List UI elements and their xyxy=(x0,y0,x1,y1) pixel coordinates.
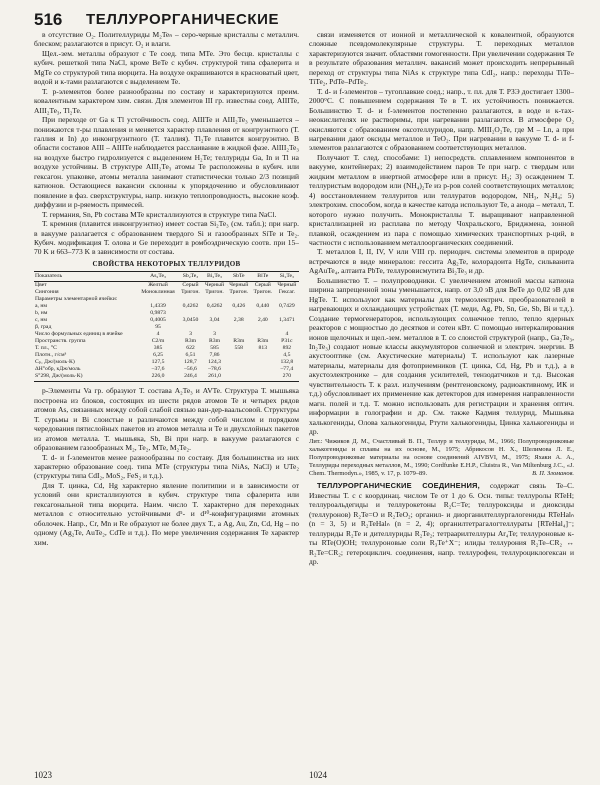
table-cell: 4 xyxy=(285,331,289,338)
table-cell: 7,86 xyxy=(209,352,220,359)
table-cell: R3m xyxy=(233,338,245,345)
table-header-cell: Sb₂Te₃ xyxy=(179,272,203,282)
article-entry xyxy=(309,481,574,566)
paragraph: Т. германия, Sn, Pb состава MTe кристаллизуются в структуре типа NaCl. xyxy=(42,209,277,219)
table-cell: c, нм xyxy=(35,317,48,324)
table-header-cell: SbTe xyxy=(227,272,251,282)
table-cell: 1,4339 xyxy=(150,303,166,310)
table-cell: 124,3 xyxy=(208,359,221,366)
footer-page-right: 1024 xyxy=(309,770,327,780)
table-cell xyxy=(227,352,251,359)
table-header-row xyxy=(34,272,299,282)
paragraph: Т. d- и f-элементов менее разнообразны по составу. Для большинства из них характерно образование соед. типа MTe (структуры типа NiAs, NaCl) и UTe₂ (структуры типа CdI₂, MoS₂, FeS₂ и т.д.). xyxy=(34,452,299,481)
paragraph: Большинство Т. – полупроводники. С увеличением атомной массы катиона ширина запрещенной зоны уменьшается, напр. от 3,0 эВ для BeTe до 0,02 эВ для HgTe. Т. используют как материалы для термоэлектрич. преобразователей в нагревающих и охлаждающих устройствах (Т. меди, Ag, Pb, Sn, Ge, Sb, Bi и т.д.). Создание термогенераторов, использующих солнечное тепло, тепло ядерных реакторов с мощностью до десятков и сотен кВт. С помощью интеркалирования ионов щелочных и щел.-зем. металлов в Т. со слоистой структурой (напр., Ga₂Te₃, In₂Te₃) создают новые классы аккумуляторов солнечной и электрич. энергии. В акустооптике (см. Акустические материалы) Т. используют как лазерные материалы, материалы для фотоприемников (Т. цинка, Cd, Hg, Pb и т.д.), а в акустоэлектронике – для создания усилителей, тензодатчиков и т.д. Высокая чувствительность Т. к разл. излучениям (рентгеновскому, радиоактивному, ИК и т.д.) обусловливает их применение как детекторов для измерения направленности магн. полей и т.д. Т. можно использовать для регистрации и хранения оптич. информации в голографии и др. См. также Кадмия теллурид, Мышьяка халькогениды, Олова халькогениды, Ртути халькогениды, Цинка халькогениды и др. xyxy=(309,275,574,437)
paragraph: Т. кремния (плавится инконгруэнтно) имеет состав Si₂Te₃ (см. табл.); при нагр. в вакууме разлагается с образованием твердого Si и газообразных SiTe и Te₂. Кубич. модификация Т. олова и Ge переходит в ромбоэдрическую соотв. при 15–70 K и 663–773 K в зависимости от состава. xyxy=(34,219,299,257)
table-row xyxy=(34,303,299,310)
literature-block xyxy=(309,438,574,478)
table-cell: R3m xyxy=(184,338,197,345)
table-cell: 127,5 xyxy=(151,359,165,366)
article-title: ТЕЛЛУРОРГАНИЧЕСКИЕ СОЕДИНЕНИЯ, xyxy=(317,481,480,491)
literature-author: В. П. Зломанов. xyxy=(532,470,574,478)
table-cell: 226,0 xyxy=(138,373,179,382)
paragraph: р-Элементы Va гр. образуют Т. состава A₂Te₃ и AVTe. Структура Т. мышьяка построена из блоков, состоящих из шести рядов атомов Te и четырех рядов атомов As, связанных между собой слабой связью ван-дер-ваальсовой. Структуры Т. сурьмы и Bi слоистые и различаются между собой числом и порядком чередования пятислойных пакетов из атомов металла и Te и двухслойных пакетов из атомов металла. Т. мышьяка, Sb, Bi при нагр. в вакууме разлагаются с образованием газообразных M₂, Te₂, MTe, M₂Te₂. xyxy=(34,386,299,453)
table-cell: S°298, Дж/(моль·К) xyxy=(34,373,138,382)
table-body xyxy=(34,282,299,382)
table-cell xyxy=(227,296,251,303)
table-cell: 0,4005 xyxy=(150,317,166,324)
table-cell xyxy=(227,310,251,317)
table-cell xyxy=(251,359,275,366)
table-cell: 558 xyxy=(234,345,244,352)
table-cell xyxy=(227,359,251,366)
footer-page-left: 1023 xyxy=(34,770,52,780)
paragraph: Т. р-элементов более разнообразны по составу и характеризуются преим. ковалентным характером хим. связи. Для элементов III гр. известны соед. AIIITe, AIII₂Te₃, Tl₂Te. xyxy=(34,86,299,115)
table-cell xyxy=(227,324,251,331)
table-cell: 3 xyxy=(213,331,216,338)
table-cell: 6,51 xyxy=(185,352,196,359)
table-cell: 0,7429 xyxy=(279,303,295,310)
paragraph: Для Т. цинка, Cd, Hg характерно явление политипии и в зависимости от условий они кристаллизуются в кубич. структуре типа сфалерита или гексагональной типа вюрцита. Наим. число Т. характерно для переходных металлов с относительно устойчивыми d⁵- и d¹⁰-конфигурациями атомных оболочек. Напр., Cr, Mn и Re образуют не более двух Т., а Ag, Au, Zn, Cd, Hg – по одному (Ag₂Te, AuTe₂, CdTe и т.д.). По мере увеличения содержания Te характер хим. xyxy=(34,480,299,547)
table-cell: 0,426 xyxy=(232,303,246,310)
table-cell: 892 xyxy=(282,345,292,352)
table-cell xyxy=(275,324,299,331)
paragraph: Получают Т. след. способами: 1) непосредств. сплавлением компонентов в вакууме, контейнерах; 2) взаимодействием паров Te при нагр. с твердым или жидким металлом в инертной атмосфере или в присут. H₂; 3) осаждением Т. теллуристым водородом или (NH₄)₂Te из р-ров солей соответствующих металлов; 4) восстановлением теллуритов или теллуратов водородом, NH₃, N₂H₄; 5) электрохим. способом, когда в качестве катода используют Te, а анода – металл, Т. которого нужно получить. Монокристаллы Т. выращивают направленной кристаллизацией из расплава по методу Чохральского, Бриджмена, зонной плавкой, осаждением из пара с помощью химических транспортных р-ций, в частности с использованием металлоорганических соединений. xyxy=(309,152,574,247)
table-cell: Цвет xyxy=(35,282,47,289)
table-cell xyxy=(202,310,226,317)
table-cell: Тригон. xyxy=(253,289,273,296)
table-cell: 813 xyxy=(258,345,268,352)
table-cell: Тригон. xyxy=(181,289,200,296)
table-cell: 585 xyxy=(210,345,219,352)
table-cell: –77,4 xyxy=(280,366,294,373)
paragraph: связи изменяется от ионной и металлической к ковалентной, образуются сложные псевдомолекулярные структуры. Т. переходных металлов характеризуются значит. областями гомогенности. При увеличении содержания Te в результате образования металлич. вакансий может происходить непрерывный переход от структуры типа NiAs к структуре типа CdI₂, напр.: переходы TiTe–TiTe₂, PdTe–PdTe₂. xyxy=(309,30,574,87)
table-cell xyxy=(275,296,299,303)
table-cell: Число формульных единиц в ячейке xyxy=(35,331,123,338)
table-row xyxy=(34,331,299,338)
table-cell: 6,25 xyxy=(153,352,164,359)
table-cell: 385 xyxy=(153,345,163,352)
table-cell xyxy=(179,324,203,331)
table-cell: 1,3471 xyxy=(279,317,295,324)
table-cell: Параметры элементарной ячейки: xyxy=(35,296,118,303)
table-cell: 3 xyxy=(189,331,192,338)
table-cell: 246,4 xyxy=(179,373,203,382)
table-cell xyxy=(275,310,299,317)
table-cell: 0,4262 xyxy=(182,303,199,310)
table-cell: R3m xyxy=(257,338,269,345)
table-cell xyxy=(227,366,251,373)
page-number: 516 xyxy=(34,10,63,29)
table-row xyxy=(34,317,299,324)
table-cell: a, нм xyxy=(35,303,48,310)
table-cell: Серый xyxy=(182,282,199,289)
table-cell: Гексаг. xyxy=(278,289,295,296)
table-cell: 622 xyxy=(186,345,195,352)
table-cell: P31c xyxy=(281,338,293,345)
table-cell: Сингония xyxy=(35,289,59,296)
table-header-cell: BiTe xyxy=(251,272,275,282)
table-header-cell: Показатель xyxy=(34,272,138,282)
table-cell xyxy=(251,324,275,331)
table-cell: 2,38 xyxy=(233,317,244,324)
table-cell: 0,9873 xyxy=(150,310,166,317)
table-cell: Тригон. xyxy=(205,289,224,296)
table-cell: 3,0450 xyxy=(182,317,199,324)
table-cell: 4,5 xyxy=(283,352,291,359)
table-cell xyxy=(179,296,203,303)
table-cell: R3m xyxy=(208,338,221,345)
table-cell xyxy=(251,296,275,303)
table-cell xyxy=(179,310,203,317)
table-cell: Т. пл., °C xyxy=(35,345,57,352)
table-cell: b, нм xyxy=(35,310,48,317)
table-cell: Серый xyxy=(254,282,271,289)
table-cell: 261,0 xyxy=(202,373,226,382)
table-header-cell: As₂Te₃ xyxy=(138,272,179,282)
table-cell: 0,4262 xyxy=(206,303,223,310)
table-cell: 4 xyxy=(156,331,160,338)
paragraph: Т. металлов I, II, IV, V или VIII гр. периодич. системы элементов в природе встречаются в виде минералов: гессита Ag₂Te, колорадоита HgTe, сильванита AgAuTe₄, алтаита PbTe, теллуровисмутита Bi₂Te₃ и др. xyxy=(309,247,574,276)
table-cell: Черный xyxy=(277,282,297,289)
table-header-cell: Bi₂Te₃ xyxy=(202,272,226,282)
table-cell: 3,04 xyxy=(209,317,220,324)
literature-text: Лит.: Чижиков Д. М., Счастливый В. П., Теллур и теллуриды, М., 1966; Полупроводниковые халькогениды и сплавы на их основе, М., 1975; Абрикосов Н. Х., Шелимова Л. Е., Полупроводниковые материалы на основе соединений AIVBVI, М., 1975; Яхаки А. А., Теллуриды переходных металлов, М., 1990; Cordfunke E.H.P., Cluistra R., Van Miltenburg J.C., «J. Chem. Thermodyn.», 1985, v. 17, p. 1079–89. xyxy=(309,438,574,478)
table-cell: Cₚ, Дж/(моль·К) xyxy=(35,359,75,366)
table-cell xyxy=(251,310,275,317)
table-row xyxy=(34,338,299,345)
table-cell: Плотн., г/см³ xyxy=(35,352,67,359)
table-cell: –78,6 xyxy=(208,366,221,373)
page-header xyxy=(34,10,574,32)
table-cell xyxy=(227,331,251,338)
table-cell: 95 xyxy=(155,324,161,331)
properties-table xyxy=(34,271,299,382)
paragraph: в отсутствие O₂. Полителлуриды M₂Teₙ – серо-черные кристаллы с металлич. блеском; разлагаются в присут. O₂ и влаги. xyxy=(34,30,299,49)
table-cell xyxy=(251,366,275,373)
paragraph: Щел.-зем. металлы образуют с Te соед. типа MTe. Это бесцв. кристаллы с кубич. решеткой типа NaCl, кроме BeTe с кубич. структурой типа сфалерита и MgTe со структурой типа вюрцита. На воздухе окрашиваются в красноватый цвет, водой и к-тами разлагаются с выделением Te. xyxy=(34,48,299,87)
table-cell: Желтый xyxy=(148,282,168,289)
table-row xyxy=(34,310,299,317)
table-cell xyxy=(227,373,251,382)
running-title: ТЕЛЛУРОРГАНИЧЕСКИЕ xyxy=(86,11,280,28)
table-cell: Черный xyxy=(229,282,249,289)
table-cell: Тригон. xyxy=(229,289,249,296)
table-cell: 132,8 xyxy=(280,359,294,366)
article-text: содержат связь Te–C. Известны Т. с с координац. числом Te от 1 до 6. Осн. типы: теллуролы RTeH; теллуроальдегиды и теллурокетоны R₂C=Te; теллуроксиды и диоксиды (теллуронов) R₂Te=O и R₂TeO₂; органил- и диорганилтеллургалогениды RTeHalₙ (n = 3, 5) и R₂TeHalₙ (n = 2, 4); органилтетрагалогтеллураты [RTeHal₄]⁻; теллуриды R₂Te и дителлуриды R₂Te₂; тетраарилтеллуры Ar₄Te; теллуроновые к-ты RTe(O)OH; теллуроновые соли R₃Te⁺X⁻; илиды теллурония R₂Te–CR₂ ↔ R₂Te=CR₂; гетероциклич. соединения, напр. теллурофен, теллуроциклогексан и др. xyxy=(309,481,574,567)
table-cell: 128,7 xyxy=(184,359,197,366)
table-cell: 0,440 xyxy=(256,303,270,310)
table-cell: –56,6 xyxy=(184,366,197,373)
table-cell: Черный xyxy=(205,282,225,289)
table-header-cell: Si₂Te₃ xyxy=(275,272,299,282)
table-row xyxy=(34,373,299,382)
table-cell: C2/m xyxy=(151,338,165,345)
table-row xyxy=(34,282,299,290)
table-title: СВОЙСТВА НЕКОТОРЫХ ТЕЛЛУРИДОВ xyxy=(92,259,241,268)
table-cell: ΔH°обр, кДж/моль xyxy=(35,366,81,373)
table-cell: 270 xyxy=(275,373,299,382)
table-cell xyxy=(251,352,275,359)
table-cell xyxy=(251,331,275,338)
table-row xyxy=(34,345,299,352)
table-cell xyxy=(202,324,226,331)
left-column xyxy=(34,30,299,768)
table-cell xyxy=(251,373,275,382)
paragraph: Т. d- и f-элементов – тугоплавкие соед.; напр., т. пл. для Т. РЗЭ достигает 1300–2000°C. С повышением содержания Te в Т. их устойчивость понижается. Большинство Т. d- и f-элементов постепенно разлагаются, в воде и к-тах-неокислителях не растворимы, при нагревании разлагаются. В атмосфере O₂ окисляются с образованием оксотеллуридов, напр. MIII₂O₂Te, где M – Ln, а при нагревании дают оксиды металлов и TeO₂. При нагревании в вакууме Т. d- и f-элементов разлагаются с образованием соответствующих металлов. xyxy=(309,86,574,153)
table-cell: 2,40 xyxy=(257,317,268,324)
table-cell: –37,6 xyxy=(151,366,165,373)
table-row xyxy=(34,296,299,303)
paragraph: При переходе от Ga к Tl устойчивость соед. AIIITe и AIII₂Te₃ уменьшается – понижаются т-ры плавления и меняется характер плавления от конгруэнтного (Т. галлия и In) до инконгруэнтного (Т. таллия). Tl₂Te плавится конгруэнтно. В области составов AIII – AIIITe наблюдается расслаивание в жидкой фазе. AlIII₂Te₃ на воздухе быстро гидролизуется с выделением H₂Te; теллуриды Ga, In и Tl на воздухе устойчивы. В структуре AIII₂Te₃ атомы Te расположены в кубич. или гексагон. упаковке, атомы металла занимают статистически только 2/3 позиций катионов. Остающиеся вакансии склонны к упорядочению и обусловливают появление в фаз. сверхструктуры, напр. низкую теплопроводность, высокие коэф. диффузии и р-ряемость примесей. xyxy=(34,115,299,210)
table-cell: Пространств. группа xyxy=(35,338,86,345)
table-cell: β, град xyxy=(35,324,52,331)
table-cell xyxy=(202,296,226,303)
table-cell xyxy=(138,296,179,303)
table-cell: Моноклинная xyxy=(141,289,175,296)
right-column xyxy=(309,30,574,768)
